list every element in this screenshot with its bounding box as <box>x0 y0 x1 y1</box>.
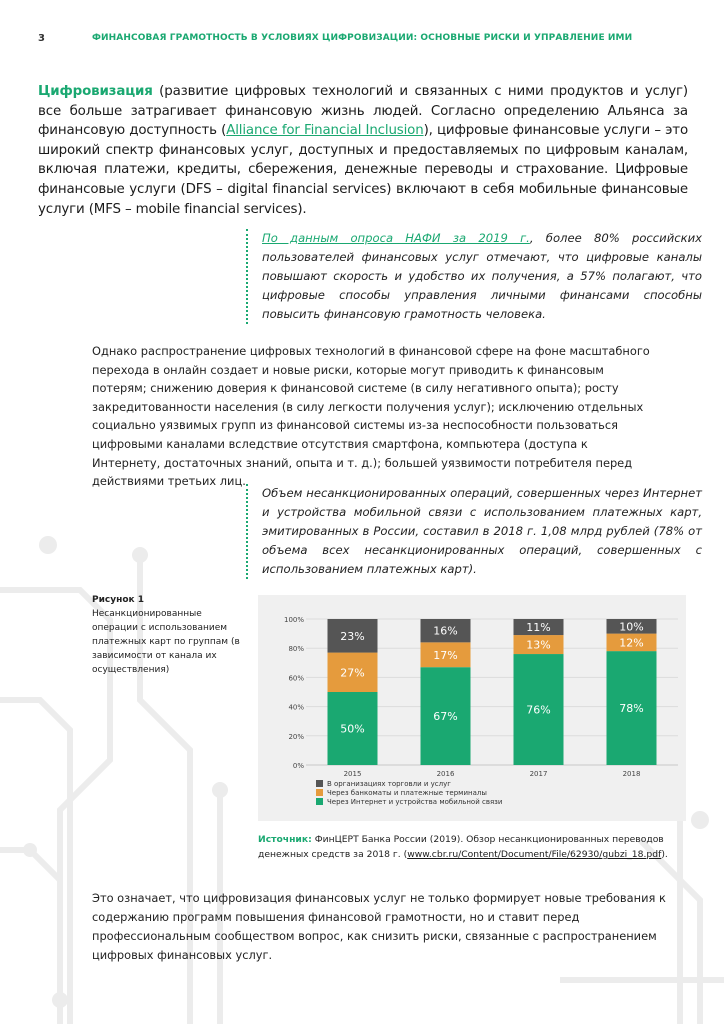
legend-label: В организациях торговли и услуг <box>327 780 451 788</box>
data-label: 67% <box>433 710 458 724</box>
source-end: ). <box>661 849 668 860</box>
x-tick-label: 2016 <box>436 770 455 778</box>
figure-label <box>92 593 242 677</box>
data-label: 12% <box>619 636 644 650</box>
intro-text-1: (развитие цифровых технологий и связанных с ними продуктов и услуг) все больше затрагивает финансовую жизнь людей. Согласно определению Альянса за финансовую доступность ( <box>38 84 688 139</box>
figure-source <box>258 832 688 862</box>
running-header: ФИНАНСОВАЯ ГРАМОТНОСТЬ В УСЛОВИЯХ ЦИФРОВИЗАЦИИ: ОСНОВНЫЕ РИСКИ И УПРАВЛЕНИЕ ИМИ <box>92 33 633 43</box>
y-tick-label: 60% <box>288 674 304 683</box>
callout-quote-nafi <box>246 229 702 324</box>
body-paragraph-risks: Однако распространение цифровых технологий в финансовой сфере на фоне масштабного перехода в онлайн создает и новые риски, которые могут приводить к финансовым потерям; снижению доверия к финансовой системе (в силу негативного опыта); росту закредитованности населения (в силу легкости получения услуг); исключению отдельных социально уязвимых групп из финансовой системы из-за неспособности пользоваться цифровыми каналами вследствие отсутствия смартфона, компьютера (доступа к Интернету, достаточных знаний, опыта и т. д.); большей уязвимости потребителя перед действиями третьих лиц. <box>92 344 650 489</box>
source-text: ФинЦЕРТ Банка России (2019). Обзор несанкционированных переводов денежных средств за 2018 г. ( <box>258 834 664 860</box>
data-label: 76% <box>526 703 551 717</box>
afi-link[interactable]: Alliance for Financial Inclusion <box>226 123 424 139</box>
legend-swatch <box>316 798 323 805</box>
callout-quote-volume: Объем несанкционированных операций, совершенных через Интернет и устройства мобильной связи с использованием платежных карт, эмитированных в России, составил в 2018 г. 1,08 млрд рублей (78% от объема всех несанкционированных операций, совершенных с использованием платежных карт). <box>246 484 702 579</box>
data-label: 23% <box>340 629 365 643</box>
quote1-text: , более 80% российских пользователей финансовых услуг отмечают, что цифровые каналы повышают скорость и удобство их получения, а 57% полагают, что цифровые способы управления личными финансами способны повысить финансовую грамотность человека. <box>262 231 702 321</box>
page-number: 3 <box>38 33 45 44</box>
figure-caption: Несанкционированные операции с использованием платежных карт по группам (в зависимости от канала их осуществления) <box>92 609 240 675</box>
figure-number: Рисунок 1 <box>92 595 145 605</box>
data-label: 50% <box>340 722 365 736</box>
intro-paragraph <box>38 82 688 219</box>
data-label: 10% <box>619 620 644 634</box>
legend-swatch <box>316 789 323 796</box>
intro-text-2: ), цифровые финансовые услуги – это широкий спектр финансовых услуг, доступных и предоставляемых по цифровым каналам, включая платежи, кредиты, сбережения, денежные переводы и страхование. Цифровые финансовые услуги (DFS – digital financial services) включают в себя мобильные финансовые услуги (MFS – mobile financial services). <box>38 123 688 217</box>
data-label: 16% <box>433 624 458 638</box>
data-label: 78% <box>619 702 644 716</box>
legend-label: Через банкоматы и платежные терминалы <box>327 789 487 797</box>
data-label: 17% <box>433 648 458 662</box>
data-label: 11% <box>526 621 551 635</box>
y-tick-label: 0% <box>292 762 304 770</box>
nafi-survey-link[interactable]: По данным опроса НАФИ за 2019 г. <box>262 231 530 245</box>
term-digitalization: Цифровизация <box>38 84 153 99</box>
legend-label: Через Интернет и устройства мобильной связи <box>327 798 503 806</box>
data-label: 27% <box>340 666 365 680</box>
chart-panel <box>258 595 686 821</box>
source-label: Источник: <box>258 834 312 845</box>
x-tick-label: 2017 <box>529 770 548 778</box>
x-tick-label: 2015 <box>343 770 362 778</box>
x-tick-label: 2018 <box>622 770 641 778</box>
legend-swatch <box>316 780 323 787</box>
stacked-bar-chart <box>258 595 686 821</box>
closing-paragraph: Это означает, что цифровизация финансовых услуг не только формирует новые требования к содержанию программ повышения финансовой грамотности, но и ставит перед профессиональным сообществом вопрос, как снизить риски, связанные с распространением цифровых финансовых услуг. <box>92 891 666 962</box>
y-tick-label: 100% <box>283 616 304 624</box>
data-label: 13% <box>526 638 551 652</box>
y-tick-label: 40% <box>288 703 304 712</box>
cbr-source-link[interactable]: www.cbr.ru/Content/Document/File/62930/gubzi_18.pdf <box>407 849 662 860</box>
y-tick-label: 20% <box>288 732 304 741</box>
y-tick-label: 80% <box>288 645 304 654</box>
